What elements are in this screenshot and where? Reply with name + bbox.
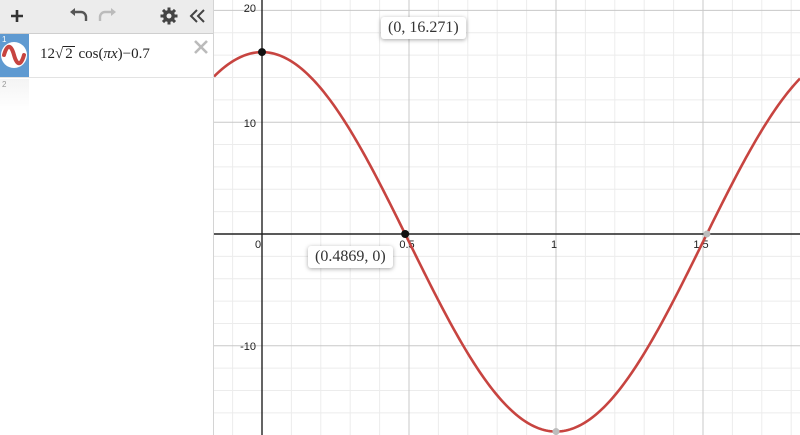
radicand: 2 [65, 46, 73, 62]
y-tick-label: 20 [243, 3, 256, 15]
axes [214, 0, 800, 435]
close-icon[interactable] [192, 38, 210, 56]
open-paren: ( [98, 46, 104, 62]
x-tick-label: 0.5 [399, 239, 415, 251]
graph-canvas[interactable] [214, 0, 800, 435]
x-tick-label: 0 [254, 239, 262, 251]
function-name: cos [78, 46, 99, 62]
expression-number-column [0, 79, 29, 111]
expression-panel [0, 0, 214, 435]
undo-icon[interactable] [67, 4, 91, 28]
root-point[interactable] [401, 230, 409, 238]
maximum-point[interactable] [258, 48, 266, 56]
coefficient: 12 [40, 46, 55, 62]
plus-icon[interactable] [5, 4, 29, 28]
expression-toolbar [0, 0, 213, 34]
expression-row-2[interactable] [0, 79, 214, 111]
x-tick-label: 1 [550, 239, 558, 251]
minimum-point-gray[interactable] [553, 428, 560, 435]
expression-number: 1 [2, 35, 7, 44]
x-tick-label: 1.5 [693, 239, 709, 251]
minor-grid [214, 0, 800, 435]
gear-icon[interactable] [157, 4, 181, 28]
function-argument: πx [103, 46, 118, 62]
close-paren: ) [117, 46, 123, 62]
expression-row-1[interactable] [0, 34, 214, 78]
major-grid [214, 0, 800, 435]
expression-number-column [0, 34, 29, 77]
constant-term: −0.7 [122, 46, 150, 62]
y-tick-label: -10 [240, 341, 256, 353]
double-chevron-left-icon[interactable] [185, 4, 209, 28]
expression-number: 2 [2, 80, 7, 89]
curve-visibility-icon[interactable] [1, 42, 27, 68]
point-label-max[interactable]: (0, 16.271) [381, 17, 466, 39]
redo-icon[interactable] [95, 4, 119, 28]
expression-formula[interactable] [40, 46, 150, 63]
y-tick-label: 10 [243, 118, 256, 130]
root-point-gray[interactable] [703, 231, 710, 238]
sqrt-symbol: √ [55, 46, 64, 62]
cosine-curve[interactable] [214, 52, 800, 431]
point-label-root[interactable]: (0.4869, 0) [308, 246, 393, 268]
